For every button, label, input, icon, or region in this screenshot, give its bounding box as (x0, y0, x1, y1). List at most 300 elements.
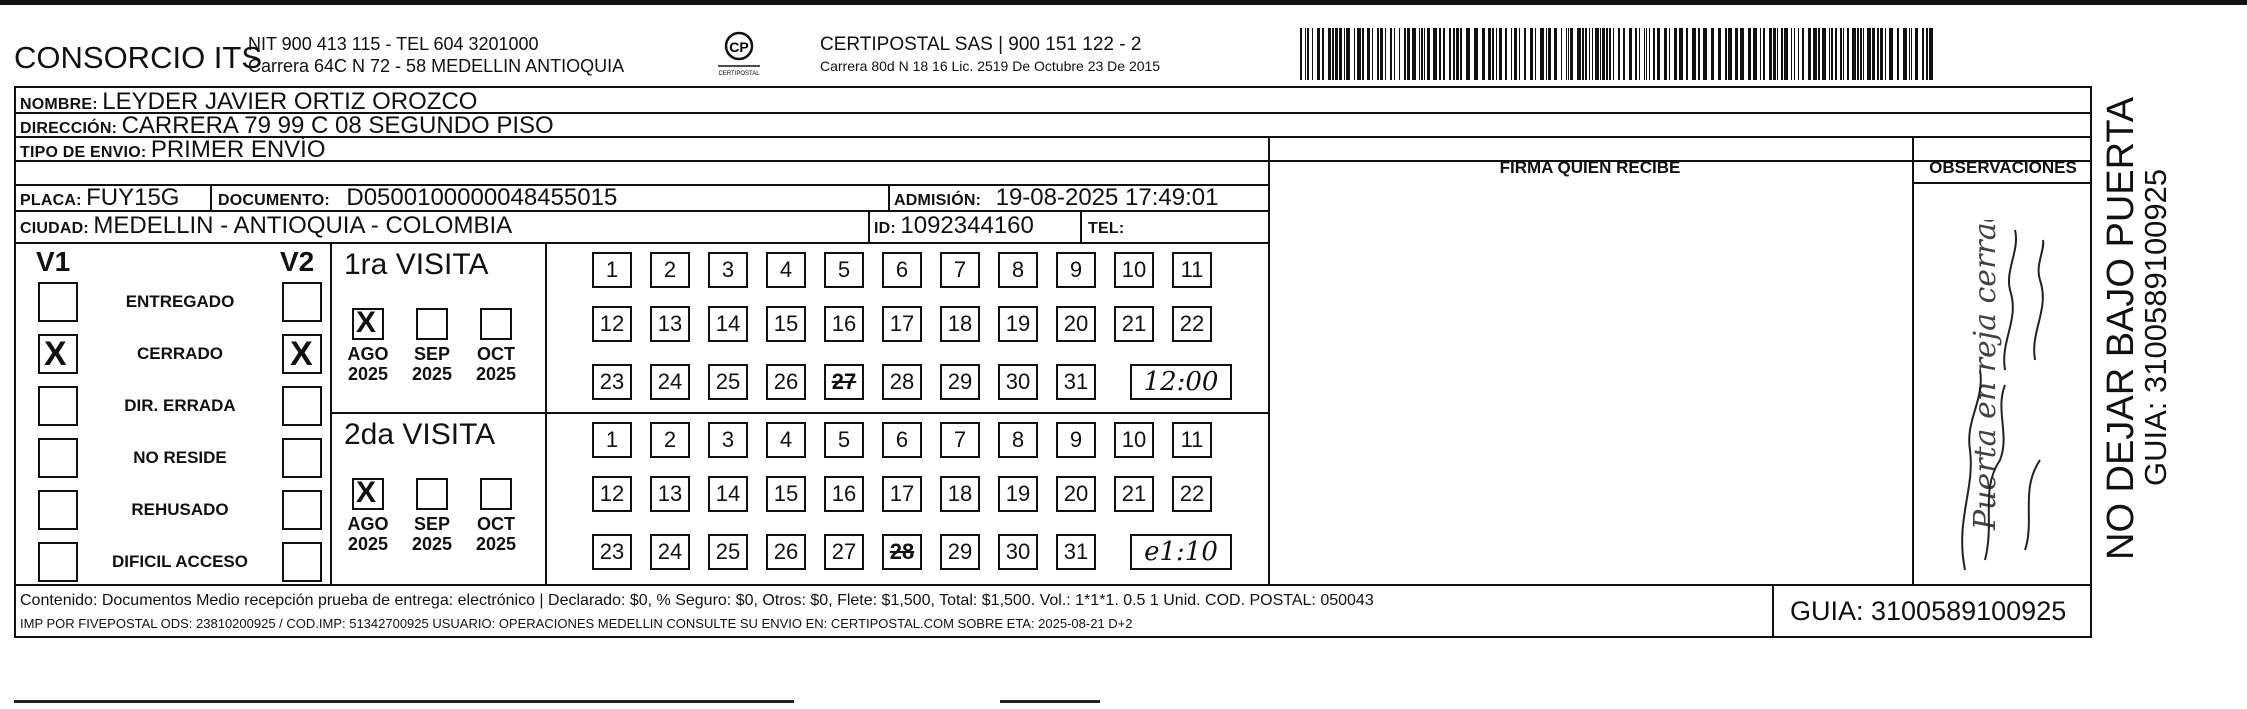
status-v2-checkbox[interactable] (282, 542, 322, 582)
barcode-bar (1367, 28, 1370, 80)
barcode (1300, 28, 1940, 80)
month-checkbox[interactable] (480, 308, 512, 340)
barcode-bar (1380, 28, 1383, 80)
barcode-bar (1443, 28, 1445, 80)
day-box[interactable]: 20 (1056, 476, 1096, 512)
visit-title: 2da VISITA (344, 418, 496, 451)
barcode-bar (1829, 28, 1830, 80)
status-label: DIR. ERRADA (124, 396, 236, 415)
day-box[interactable]: 25 (708, 364, 748, 400)
month-checkbox[interactable] (416, 478, 448, 510)
month-name: AGO (347, 344, 389, 364)
contenido-line: Contenido: Documentos Medio recepción prueba de entrega: electrónico | Declarado: $0, % Seguro: $0, Otros: $0, Flete: $1,500, Total: $1,500. Vol.: 1*1*1. 0.5 1 Unid. COD. POSTAL: 050043 (20, 592, 1374, 609)
barcode-bar (1317, 28, 1320, 80)
barcode-bar (1394, 28, 1395, 80)
day-box[interactable]: 11 (1172, 422, 1212, 458)
documento-label: DOCUMENTO: (218, 192, 330, 209)
barcode-bar (1867, 28, 1871, 80)
barcode-bar (1877, 28, 1879, 80)
barcode-bar (1773, 28, 1776, 80)
barcode-bar (1372, 28, 1373, 80)
col-divider (868, 210, 870, 242)
barcode-bar (1530, 28, 1533, 80)
barcode-bar (1449, 28, 1451, 80)
day-box[interactable]: 22 (1172, 476, 1212, 512)
barcode-bar (1407, 28, 1410, 80)
day-box[interactable]: 17 (882, 476, 922, 512)
day-box[interactable]: 12 (592, 476, 632, 512)
top-border-line (0, 0, 2247, 5)
barcode-bar (1346, 28, 1350, 80)
barcode-bar (1686, 28, 1688, 80)
barcode-bar (1635, 28, 1637, 80)
imp-line: IMP POR FIVEPOSTAL ODS: 23810200925 / COD.IMP: 51342700925 USUARIO: OPERACIONES MEDELLIN CONSULTE SU ENVIO EN: CERTIPOSTAL.COM SOBRE ETA: 2025-08-21 D+2 (20, 616, 1133, 631)
barcode-bar (1390, 28, 1392, 80)
bottom-rule (14, 700, 794, 703)
certipostal-license: Carrera 80d N 18 16 Lic. 2519 De Octubre 23 De 2015 (820, 58, 1161, 74)
checkbox-mark: X (356, 476, 377, 509)
barcode-bar (1718, 28, 1721, 80)
barcode-bar (1514, 28, 1517, 80)
col-divider (888, 184, 890, 210)
col-divider (1268, 136, 1270, 584)
barcode-bar (1332, 28, 1334, 80)
barcode-bar (1300, 28, 1302, 80)
observaciones-text: Puerta en reja cerrada (1968, 220, 2003, 530)
day-box[interactable]: 12 (592, 306, 632, 342)
checkbox-mark: X (356, 306, 377, 339)
barcode-bar (1540, 28, 1544, 80)
documento-value: D0500100000048455015 (346, 184, 618, 211)
status-v1-checkbox[interactable] (38, 386, 78, 426)
ciudad-cell (20, 212, 512, 240)
status-label: ENTREGADO (125, 292, 235, 311)
certipostal-logo (712, 30, 766, 78)
day-box[interactable]: 4 (766, 252, 806, 288)
nombre-value: LEYDER JAVIER ORTIZ OROZCO (102, 88, 478, 115)
barcode-bar (1725, 28, 1727, 80)
tipo-row (20, 136, 326, 164)
status-v2-checkbox[interactable] (282, 334, 322, 374)
barcode-bar (1843, 28, 1844, 80)
time-box[interactable]: 12:00 (1130, 364, 1232, 400)
day-box[interactable]: 16 (824, 306, 864, 342)
day-box[interactable]: 15 (766, 306, 806, 342)
admision-cell (894, 184, 1218, 212)
barcode-bar (1679, 28, 1683, 80)
barcode-bar (1412, 28, 1416, 80)
barcode-bar (1840, 28, 1842, 80)
day-box[interactable]: 19 (998, 306, 1038, 342)
barcode-bar (1909, 28, 1910, 80)
month-name: SEP (413, 344, 451, 364)
barcode-bar (1623, 28, 1625, 80)
barcode-bar (1354, 28, 1355, 80)
barcode-bar (1669, 28, 1670, 80)
day-box[interactable]: 31 (1056, 364, 1096, 400)
barcode-bar (1835, 28, 1837, 80)
observaciones-header: OBSERVACIONES (1929, 158, 2077, 177)
day-box[interactable]: 7 (940, 422, 980, 458)
day-box[interactable]: 14 (708, 476, 748, 512)
barcode-bar (1863, 28, 1864, 80)
barcode-bar (1644, 28, 1645, 80)
visit-divider (330, 412, 1268, 414)
barcode-bar (1728, 28, 1732, 80)
barcode-bar (1419, 28, 1420, 80)
barcode-bar (1592, 28, 1593, 80)
status-label: NO RESIDE (133, 448, 227, 467)
barcode-bar (1421, 28, 1423, 80)
barcode-bar (1618, 28, 1620, 80)
barcode-bar (1602, 28, 1605, 80)
barcode-bar (1606, 28, 1608, 80)
barcode-bar (1753, 28, 1757, 80)
row-divider (1912, 182, 2092, 184)
barcode-bar (1857, 28, 1859, 80)
barcode-bar (1798, 28, 1799, 80)
barcode-bar (1657, 28, 1660, 80)
barcode-bar (1885, 28, 1886, 80)
barcode-bar (1548, 28, 1551, 80)
day-box[interactable]: 14 (708, 306, 748, 342)
nombre-label: NOMBRE: (20, 96, 98, 113)
visit-title: 1ra VISITA (344, 248, 489, 281)
month-year: 2025 (475, 534, 517, 554)
v1-header: V1 (36, 246, 71, 277)
company-address: Carrera 64C N 72 - 58 MEDELLIN ANTIOQUIA (248, 56, 625, 76)
admision-label: ADMISIÓN: (894, 192, 982, 209)
placa-cell (20, 184, 179, 212)
bottom-rule (1000, 700, 1100, 703)
col-divider (545, 242, 547, 584)
barcode-bar (1519, 28, 1520, 80)
status-v1-checkbox[interactable] (38, 438, 78, 478)
barcode-bar (1613, 28, 1614, 80)
status-v2-checkbox[interactable] (282, 386, 322, 426)
status-label: DIFICIL ACCESO (111, 552, 248, 571)
day-box[interactable]: 17 (882, 306, 922, 342)
barcode-bar (1813, 28, 1817, 80)
barcode-bar (1847, 28, 1849, 80)
company-nit: NIT 900 413 115 - TEL 604 3201000 (248, 34, 539, 54)
status-v1-checkbox[interactable] (38, 542, 78, 582)
barcode-bar (1561, 28, 1562, 80)
day-box[interactable]: 21 (1114, 476, 1154, 512)
barcode-bar (1305, 28, 1306, 80)
barcode-bar (1926, 28, 1928, 80)
month-name: OCT (477, 344, 515, 364)
status-v2-checkbox[interactable] (282, 438, 322, 478)
month-year: 2025 (347, 364, 389, 384)
barcode-bar (1546, 28, 1547, 80)
day-box[interactable]: 10 (1114, 422, 1154, 458)
barcode-bar (1554, 28, 1557, 80)
barcode-bar (1505, 28, 1507, 80)
day-box[interactable]: 6 (882, 252, 922, 288)
id-label: ID: (874, 220, 896, 237)
no-dejar-bajo-puerta: NO DEJAR BAJO PUERTA (2100, 96, 2142, 560)
day-box[interactable]: 11 (1172, 252, 1212, 288)
day-box[interactable]: 28 (882, 534, 922, 570)
barcode-bar (1609, 28, 1611, 80)
day-box[interactable]: 22 (1172, 306, 1212, 342)
day-box[interactable]: 5 (824, 422, 864, 458)
barcode-bar (1568, 28, 1569, 80)
day-box[interactable]: 16 (824, 476, 864, 512)
barcode-bar (1808, 28, 1811, 80)
status-v1-checkbox[interactable] (38, 282, 78, 322)
barcode-bar (1822, 28, 1826, 80)
day-box[interactable]: 19 (998, 476, 1038, 512)
month-name: OCT (477, 514, 515, 534)
direccion-value: CARRERA 79 99 C 08 SEGUNDO PISO (121, 112, 554, 139)
tipo-label: TIPO DE ENVIO: (20, 144, 147, 161)
barcode-bar (1482, 28, 1485, 80)
barcode-bar (1399, 28, 1400, 80)
day-box[interactable]: 3 (708, 252, 748, 288)
status-v2-checkbox[interactable] (282, 282, 322, 322)
barcode-bar (1427, 28, 1430, 80)
barcode-bar (1911, 28, 1912, 80)
day-box[interactable]: 7 (940, 252, 980, 288)
day-box[interactable]: 10 (1114, 252, 1154, 288)
time-box[interactable]: e1:10 (1130, 534, 1232, 570)
status-label: REHUSADO (131, 500, 229, 519)
barcode-bar (1698, 28, 1700, 80)
barcode-bar (1439, 28, 1441, 80)
footer-divider (14, 584, 2092, 586)
id-value: 1092344160 (900, 212, 1034, 239)
barcode-bar (1872, 28, 1875, 80)
status-v1-checkbox[interactable] (38, 490, 78, 530)
barcode-bar (1649, 28, 1650, 80)
barcode-bar (1582, 28, 1584, 80)
tel-label: TEL: (1088, 220, 1125, 237)
barcode-bar (1897, 28, 1899, 80)
day-box[interactable]: 24 (650, 534, 690, 570)
month-name: AGO (347, 514, 389, 534)
barcode-bar (1740, 28, 1744, 80)
barcode-bar (1781, 28, 1783, 80)
direccion-label: DIRECCIÓN: (20, 120, 118, 137)
barcode-bar (1589, 28, 1590, 80)
day-box[interactable]: 13 (650, 306, 690, 342)
barcode-bar (1433, 28, 1437, 80)
barcode-bar (1791, 28, 1792, 80)
barcode-bar (1600, 28, 1601, 80)
day-box[interactable]: 8 (998, 422, 1038, 458)
day-box[interactable]: 8 (998, 252, 1038, 288)
tel-cell (1088, 212, 1124, 240)
barcode-bar (1915, 28, 1918, 80)
month-year: 2025 (347, 534, 389, 554)
barcode-bar (1903, 28, 1907, 80)
barcode-bar (1456, 28, 1459, 80)
barcode-bar (1424, 28, 1425, 80)
barcode-bar (1852, 28, 1856, 80)
day-box[interactable]: 23 (592, 364, 632, 400)
barcode-bar (1760, 28, 1761, 80)
day-box[interactable]: 27 (824, 364, 864, 400)
barcode-bar (1499, 28, 1502, 80)
guia-side: GUIA: 3100589100925 (2138, 168, 2173, 486)
day-box[interactable]: 29 (940, 534, 980, 570)
company-name: CONSORCIO ITS (14, 40, 263, 75)
documento-cell (218, 184, 617, 212)
day-box[interactable]: 13 (650, 476, 690, 512)
day-box[interactable]: 5 (824, 252, 864, 288)
day-box[interactable]: 21 (1114, 306, 1154, 342)
barcode-bar (1646, 28, 1647, 80)
ciudad-value: MEDELLIN - ANTIOQUIA - COLOMBIA (93, 212, 513, 239)
barcode-bar (1639, 28, 1640, 80)
barcode-bar (1496, 28, 1497, 80)
day-box[interactable]: 30 (998, 534, 1038, 570)
barcode-bar (1929, 28, 1933, 80)
barcode-bar (1629, 28, 1632, 80)
barcode-bar (1703, 28, 1707, 80)
certipostal-id: CERTIPOSTAL SAS | 900 151 122 - 2 (820, 34, 1142, 55)
ciudad-label: CIUDAD: (20, 220, 89, 237)
barcode-bar (1585, 28, 1587, 80)
v2-header: V2 (280, 246, 315, 277)
barcode-bar (1777, 28, 1778, 80)
day-box[interactable]: 30 (998, 364, 1038, 400)
col-divider (210, 184, 212, 210)
day-box[interactable]: 9 (1056, 422, 1096, 458)
day-box[interactable]: 1 (592, 422, 632, 458)
barcode-bar (1377, 28, 1379, 80)
id-cell (874, 212, 1034, 240)
barcode-bar (1322, 28, 1324, 80)
day-box[interactable]: 4 (766, 422, 806, 458)
month-checkbox[interactable] (352, 478, 384, 510)
barcode-bar (1692, 28, 1696, 80)
col-divider (1772, 584, 1774, 638)
svg-text:CP: CP (729, 39, 749, 55)
barcode-bar (1922, 28, 1924, 80)
barcode-bar (1511, 28, 1512, 80)
barcode-bar (1488, 28, 1491, 80)
status-v2-checkbox[interactable] (282, 490, 322, 530)
day-box[interactable]: 24 (650, 364, 690, 400)
barcode-bar (1385, 28, 1386, 80)
day-box[interactable]: 18 (940, 476, 980, 512)
day-box[interactable]: 1 (592, 252, 632, 288)
col-divider (330, 242, 332, 584)
day-box[interactable]: 28 (882, 364, 922, 400)
barcode-bar (1763, 28, 1765, 80)
status-label: CERRADO (137, 344, 223, 363)
barcode-bar (1335, 28, 1338, 80)
barcode-bar (1492, 28, 1494, 80)
barcode-bar (1860, 28, 1862, 80)
barcode-bar (1818, 28, 1820, 80)
barcode-bar (1664, 28, 1667, 80)
barcode-bar (1566, 28, 1567, 80)
barcode-bar (1735, 28, 1738, 80)
barcode-bar (1653, 28, 1655, 80)
barcode-bar (1577, 28, 1581, 80)
barcode-bar (1769, 28, 1772, 80)
barcode-bar (1674, 28, 1677, 80)
barcode-bar (1748, 28, 1751, 80)
month-checkbox[interactable] (416, 308, 448, 340)
barcode-bar (1453, 28, 1455, 80)
barcode-bar (1328, 28, 1331, 80)
day-box[interactable]: 15 (766, 476, 806, 512)
status-v1-checkbox[interactable] (38, 334, 78, 374)
row-divider (14, 242, 1268, 244)
barcode-bar (1474, 28, 1478, 80)
month-checkbox[interactable] (480, 478, 512, 510)
barcode-bar (1344, 28, 1345, 80)
tipo-value: PRIMER ENVÍO (150, 136, 326, 163)
day-box[interactable]: 2 (650, 422, 690, 458)
barcode-bar (1460, 28, 1462, 80)
barcode-bar (1794, 28, 1795, 80)
day-box[interactable]: 26 (766, 364, 806, 400)
month-year: 2025 (475, 364, 517, 384)
checkbox-mark: X (290, 335, 313, 373)
col-divider (1912, 136, 1914, 584)
barcode-bar (1595, 28, 1599, 80)
barcode-bar (1312, 28, 1313, 80)
col-divider (1080, 210, 1082, 242)
barcode-bar (1339, 28, 1342, 80)
month-year: 2025 (411, 364, 453, 384)
day-box[interactable]: 29 (940, 364, 980, 400)
day-box[interactable]: 31 (1056, 534, 1096, 570)
observaciones-handwriting (1925, 220, 2075, 580)
barcode-bar (1466, 28, 1470, 80)
barcode-bar (1357, 28, 1361, 80)
day-box[interactable]: 20 (1056, 306, 1096, 342)
logo-text: CERTIPOSTAL (718, 71, 760, 77)
month-name: SEP (413, 514, 451, 534)
barcode-bar (1404, 28, 1406, 80)
placa-value: FUY15G (86, 184, 180, 211)
day-box[interactable]: 9 (1056, 252, 1096, 288)
day-box[interactable]: 27 (824, 534, 864, 570)
barcode-bar (1711, 28, 1714, 80)
day-box[interactable]: 26 (766, 534, 806, 570)
day-box[interactable]: 6 (882, 422, 922, 458)
month-year: 2025 (411, 534, 453, 554)
barcode-bar (1784, 28, 1788, 80)
month-checkbox[interactable] (352, 308, 384, 340)
barcode-bar (1802, 28, 1804, 80)
barcode-bar (1535, 28, 1536, 80)
firma-header: FIRMA QUIEN RECIBE (1499, 158, 1681, 177)
day-box[interactable]: 3 (708, 422, 748, 458)
admision-value: 19-08-2025 17:49:01 (995, 184, 1219, 211)
guia-number: GUIA: 3100589100925 (1790, 596, 2067, 626)
day-box[interactable]: 25 (708, 534, 748, 570)
day-box[interactable]: 18 (940, 306, 980, 342)
barcode-bar (1307, 28, 1309, 80)
checkbox-mark: X (44, 335, 67, 373)
day-box[interactable]: 23 (592, 534, 632, 570)
barcode-bar (1831, 28, 1833, 80)
barcode-bar (1524, 28, 1526, 80)
barcode-bar (1889, 28, 1893, 80)
barcode-bar (1880, 28, 1883, 80)
barcode-bar (1362, 28, 1364, 80)
barcode-bar (1570, 28, 1573, 80)
day-box[interactable]: 2 (650, 252, 690, 288)
